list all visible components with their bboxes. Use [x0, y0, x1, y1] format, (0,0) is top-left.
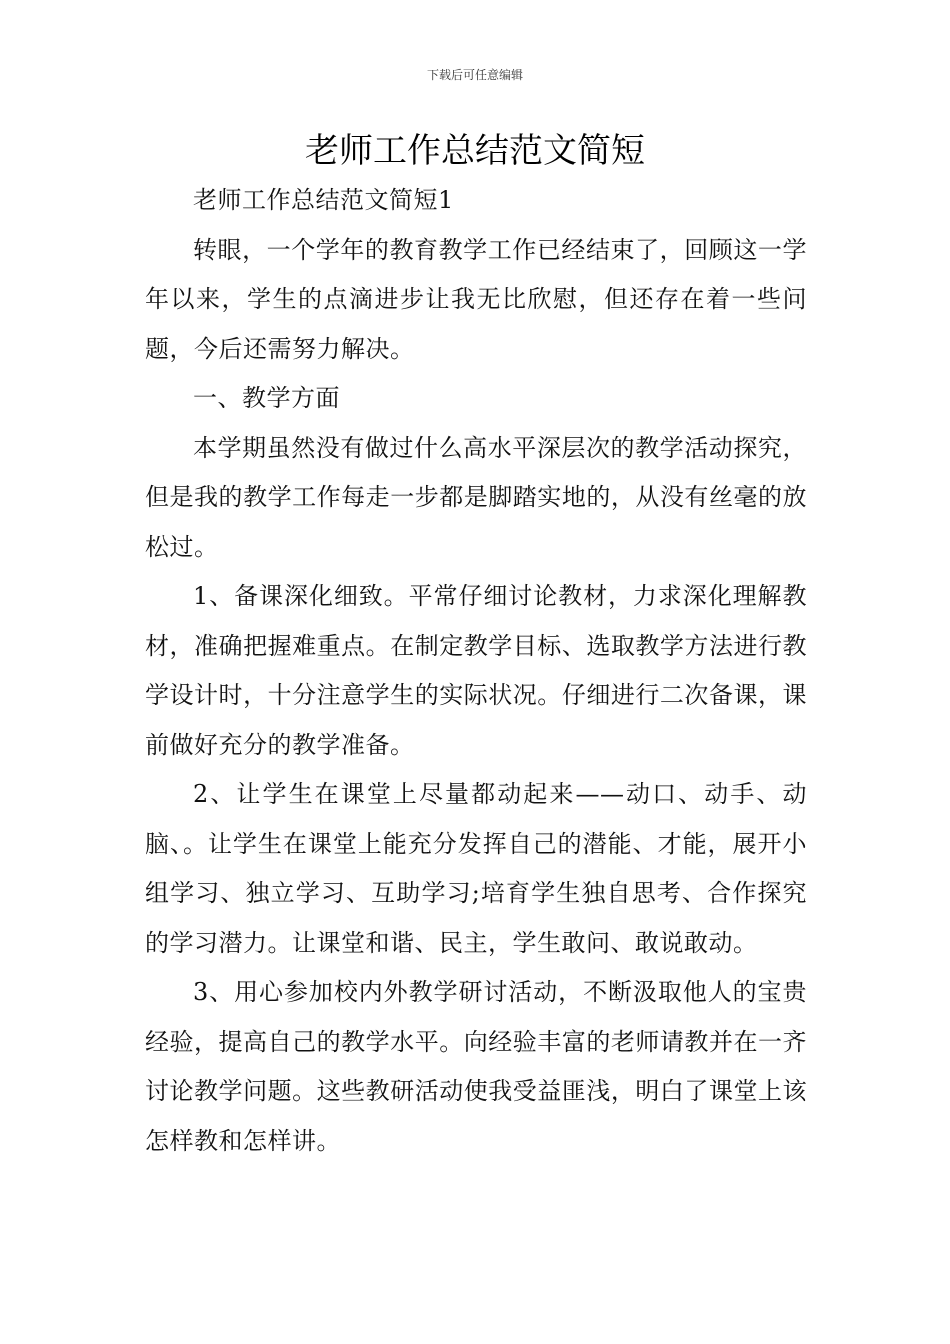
subtitle-paragraph: 老师工作总结范文简短1	[193, 186, 454, 214]
document-body	[145, 176, 807, 1166]
list-item-1: 1、备课深化细致。平常仔细讨论教材，力求深化理解教材，准确把握难重点。在制定教学目标、选取教学方法进行教学设计时，十分注意学生的实际状况。仔细进行二次备课，课前做好充分的教学准备。	[145, 582, 807, 759]
section-heading: 一、教学方面	[193, 384, 340, 412]
document-title: 老师工作总结范文简短	[305, 131, 645, 171]
body-paragraph: 本学期虽然没有做过什么高水平深层次的教学活动探究，但是我的教学工作每走一步都是脚踏实地的，从没有丝毫的放松过。	[145, 433, 807, 561]
intro-paragraph: 转眼，一个学年的教育教学工作已经结束了，回顾这一学年以来，学生的点滴进步让我无比欣慰，但还存在着一些问题，今后还需努力解决。	[145, 235, 807, 363]
list-item-3: 3、用心参加校内外教学研讨活动，不断汲取他人的宝贵经验，提高自己的教学水平。向经验丰富的老师请教并在一齐讨论教学问题。这些教研活动使我受益匪浅，明白了课堂上该怎样教和怎样讲。	[145, 978, 807, 1155]
list-item-2: 2、让学生在课堂上尽量都动起来——动口、动手、动脑、。让学生在课堂上能充分发挥自己的潜能、才能，展开小组学习、独立学习、互助学习;培育学生独自思考、合作探究的学习潜力。让课堂和谐、民主，学生敢问、敢说敢动。	[145, 780, 807, 957]
header-note: 下载后可任意编辑	[426, 68, 523, 82]
